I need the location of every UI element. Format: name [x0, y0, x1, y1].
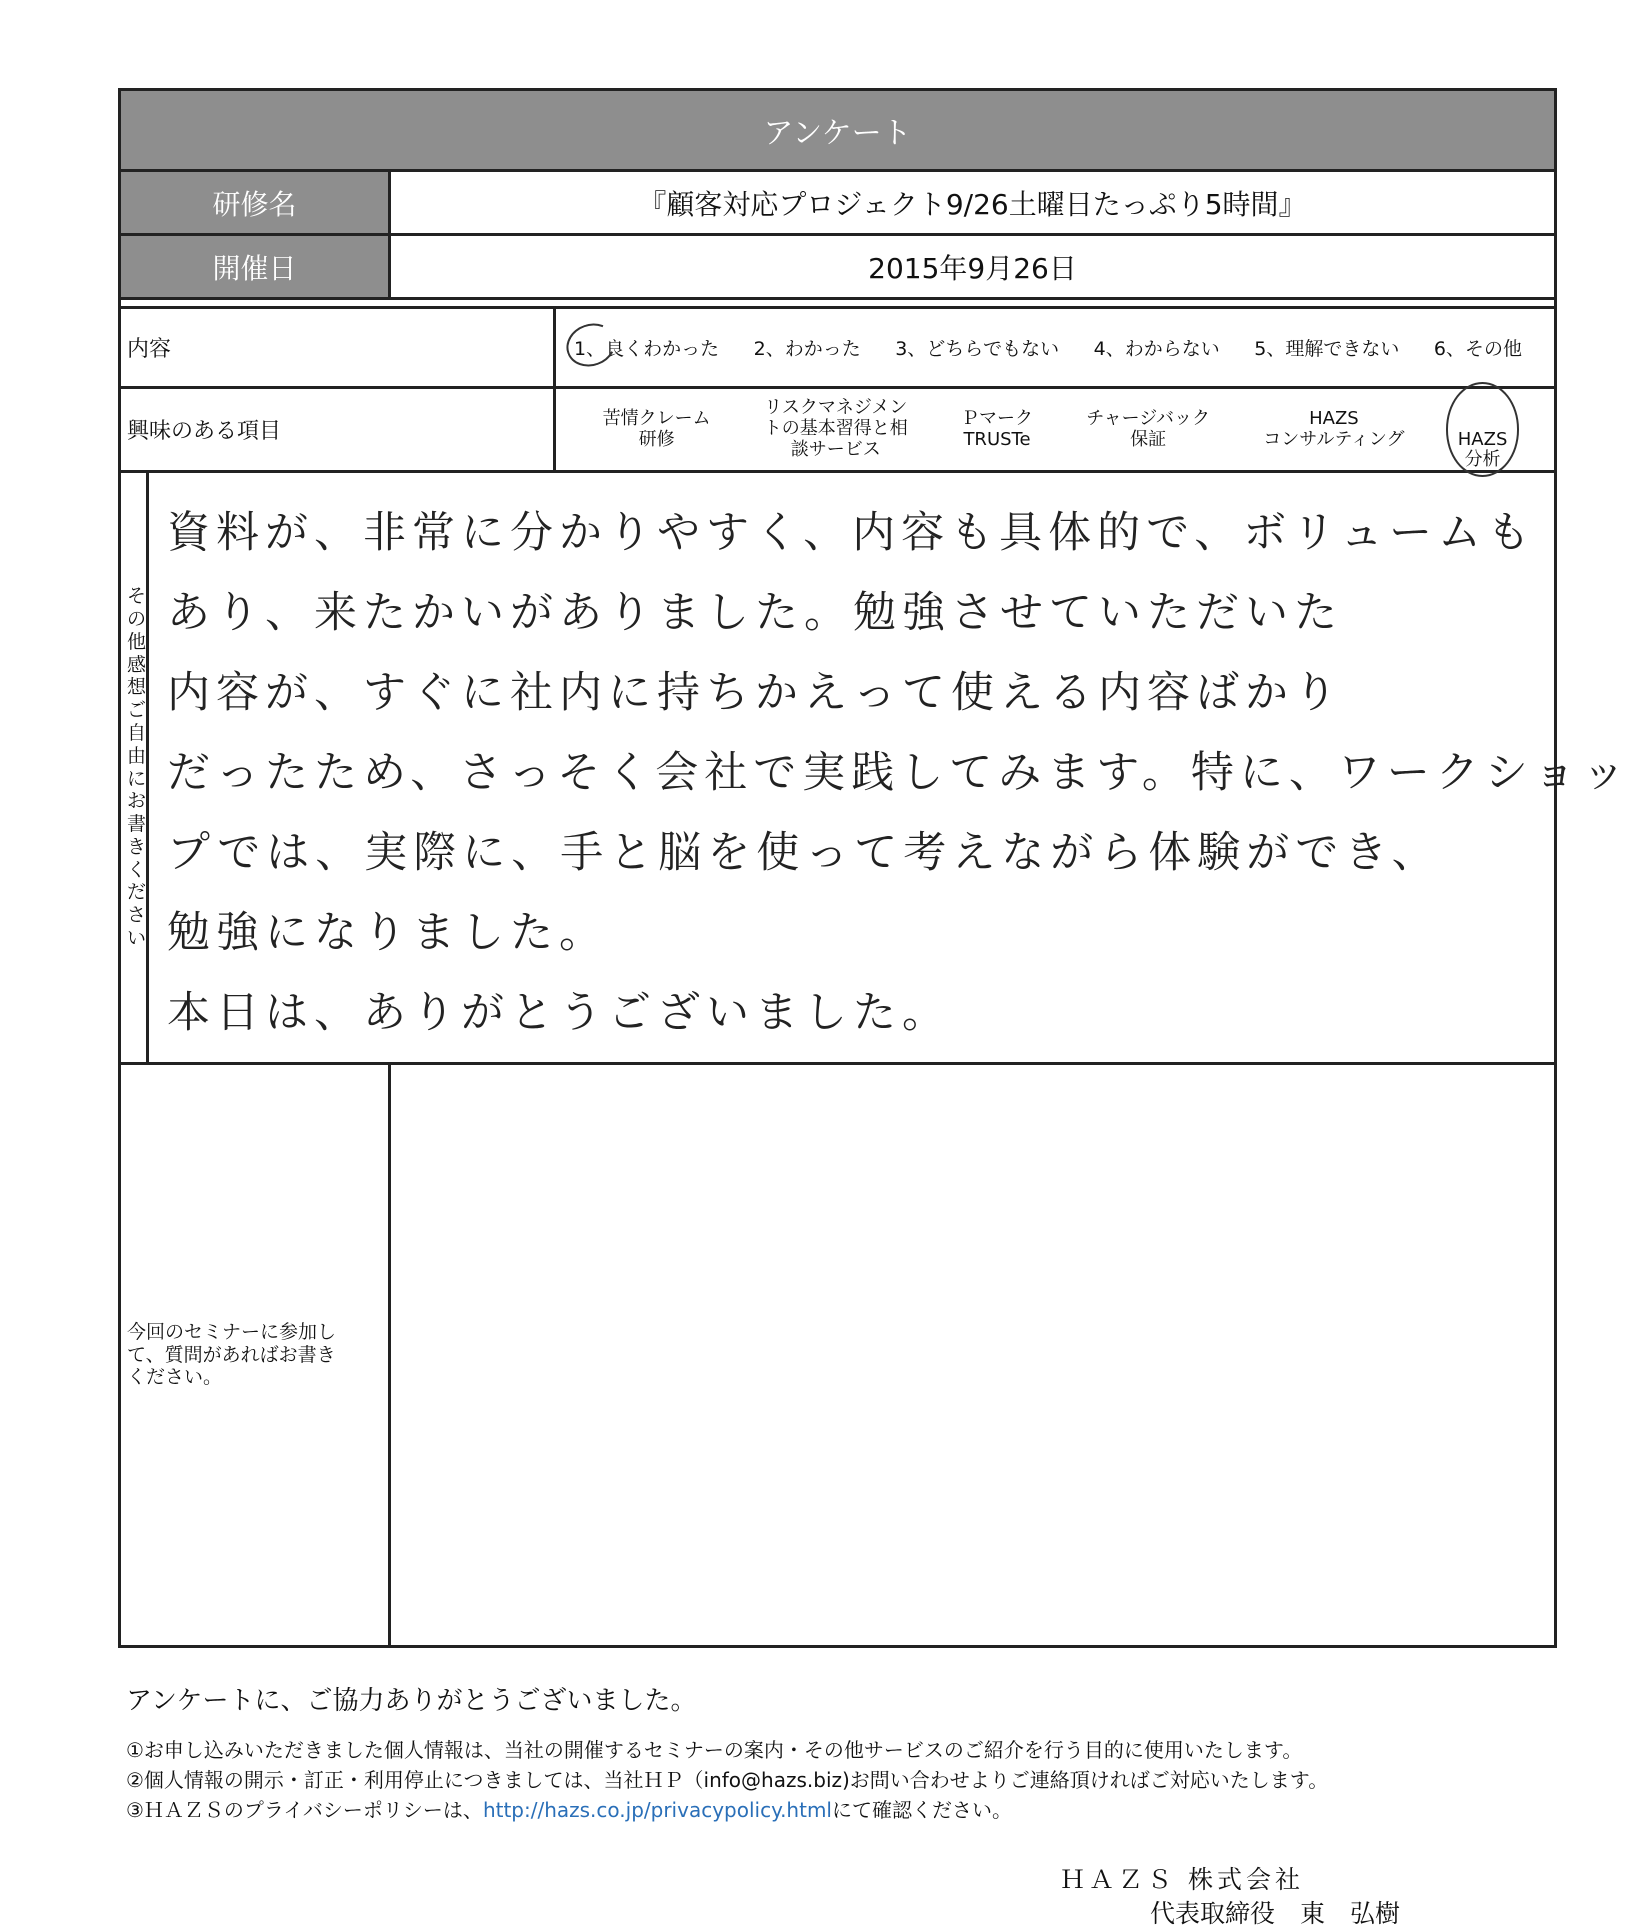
- handwritten-line: 内容が、すぐに社内に持ちかえって使える内容ばかり: [167, 668, 1344, 718]
- handwritten-line: 勉強になりました。: [167, 908, 609, 958]
- note-text: ③ＨＡＺＳのプライバシーポリシーは、: [126, 1798, 483, 1822]
- interest-label: 興味のある項目: [121, 389, 556, 470]
- content-options: [556, 309, 1554, 386]
- interest-option[interactable]: リスクマネジメン トの基本習得と相 談サービス: [763, 397, 908, 460]
- interest-option-selected[interactable]: [1458, 388, 1508, 471]
- company-name: ＨＡＺＳ 株式会社: [1060, 1865, 1304, 1894]
- selection-circle-mark: [560, 317, 621, 374]
- comments-label: その他感想 ご自由にお書きください: [121, 473, 149, 1062]
- interest-option[interactable]: チャージバック 保証: [1086, 407, 1211, 450]
- interest-option[interactable]: Ｐマーク TRUSTe: [961, 407, 1033, 450]
- handwritten-line: だったため、さっそく会社で実践してみます。特に、ワークショッ: [167, 748, 1631, 798]
- content-option[interactable]: 6、その他: [1433, 338, 1522, 360]
- questions-label: 今回のセミナーに参加し て、質問があればお書き ください。: [121, 1065, 391, 1645]
- company-signature: [1060, 1863, 1400, 1931]
- handwritten-line: 資料が、非常に分かりやすく、内容も具体的で、ボリュームも: [167, 508, 1537, 558]
- comments-row: [121, 473, 1631, 1065]
- course-label: 研修名: [121, 172, 391, 233]
- form-title: アンケート: [121, 91, 1554, 172]
- thanks-message: アンケートに、ご協力ありがとうございました。: [126, 1686, 697, 1716]
- interest-option[interactable]: HAZS コンサルティング: [1263, 407, 1405, 450]
- privacy-note-1: ①お申し込みいただきました個人情報は、当社の開催するセミナーの案内・その他サービスのご紹介を行う目的に使用いたします。: [126, 1738, 1303, 1762]
- privacy-note-3: [126, 1795, 1556, 1825]
- course-value: 『顧客対応プロジェクト9/26土曜日たっぷり5時間』: [638, 187, 1307, 221]
- handwritten-line: 本日は、ありがとうございました。: [167, 988, 952, 1038]
- date-value: 2015年9月26日: [868, 251, 1077, 285]
- content-option[interactable]: 3、どちらでもない: [895, 338, 1060, 360]
- date-row: [121, 236, 1554, 300]
- note-text: にて確認ください。: [831, 1798, 1012, 1822]
- selection-circle-mark: [1446, 382, 1520, 477]
- option-label: 1、良くわかった: [574, 338, 720, 360]
- content-option-selected[interactable]: [574, 334, 719, 361]
- content-option[interactable]: 2、わかった: [753, 338, 861, 360]
- comments-field[interactable]: [149, 473, 1639, 1062]
- privacy-policy-link[interactable]: http://hazs.co.jp/privacypolicy.html: [482, 1798, 832, 1822]
- questions-field[interactable]: [391, 1065, 1554, 1645]
- handwritten-line: あり、来たかいがありました。勉強させていただいた: [167, 588, 1344, 638]
- footer: [126, 1680, 1556, 1825]
- content-option[interactable]: 5、理解できない: [1254, 338, 1400, 360]
- option-label: HAZS 分析: [1457, 428, 1508, 471]
- separator: [121, 300, 1554, 309]
- privacy-note-2: ②個人情報の開示・訂正・利用停止につきましては、当社ＨＰ（info@hazs.biz)お問い合わせよりご連絡頂ければご対応いたします。: [126, 1768, 1329, 1792]
- course-row: [121, 172, 1554, 236]
- interest-option[interactable]: 苦情クレーム 研修: [602, 407, 711, 450]
- content-option[interactable]: 4、わからない: [1093, 338, 1220, 360]
- date-label: 開催日: [121, 236, 391, 297]
- content-row: [121, 309, 1554, 389]
- handwritten-line: プでは、実際に、手と脳を使って考えながら体験ができ、: [167, 828, 1441, 878]
- questions-row: [121, 1065, 1554, 1645]
- interest-row: [121, 389, 1554, 473]
- survey-form: [118, 88, 1631, 1648]
- interest-options: [556, 389, 1554, 470]
- content-label: 内容: [121, 309, 556, 386]
- representative-name: 代表取締役 東 弘樹: [1150, 1899, 1401, 1928]
